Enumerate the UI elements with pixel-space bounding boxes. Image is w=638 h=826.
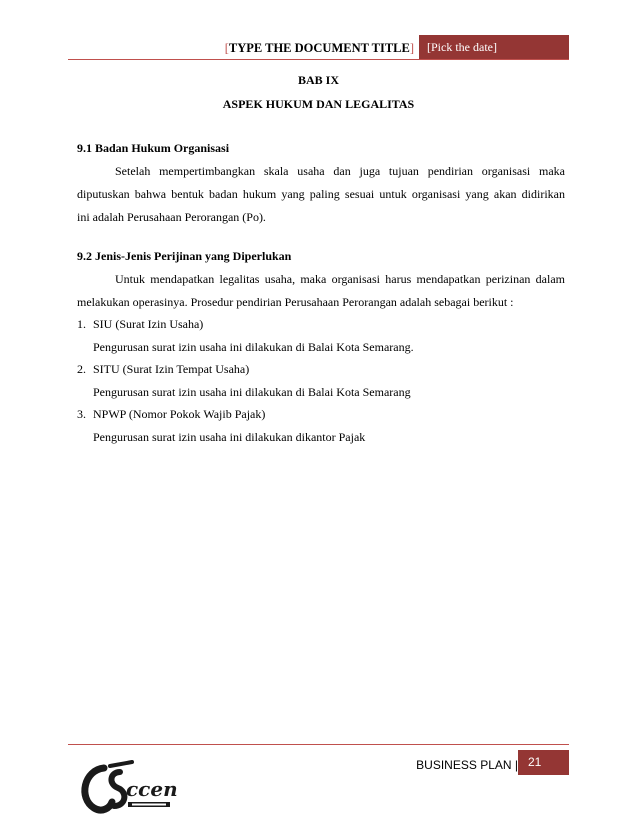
list-item-number: 2. — [77, 362, 86, 376]
list-item-number: 3. — [77, 407, 86, 421]
header-document-title — [160, 41, 414, 56]
paragraph-line: ini adalah Perusahaan Perorangan (Po). — [77, 210, 266, 224]
list-item-desc: Pengurusan surat izin usaha ini dilakukan dikantor Pajak — [93, 430, 366, 444]
bracket-open: [ — [224, 41, 229, 55]
header-date-box[interactable]: [Pick the date] — [419, 35, 569, 60]
header-rule — [68, 59, 569, 60]
list-item-title: NPWP (Nomor Pokok Wajib Pajak) — [93, 407, 266, 421]
chapter-number: BAB IX — [297, 73, 339, 87]
list-item-number: 1. — [77, 317, 86, 331]
list-item-title: SITU (Surat Izin Tempat Usaha) — [93, 362, 250, 376]
paragraph-line: Untuk mendapatkan legalitas usaha, maka organisasi harus mendapatkan perizinan dalam — [115, 272, 565, 286]
section-heading-9-1: 9.1 Badan Hukum Organisasi — [77, 141, 230, 155]
logo-text: ccen — [126, 777, 178, 801]
header-title-text: TYPE THE DOCUMENT TITLE — [228, 41, 410, 55]
chapter-title: ASPEK HUKUM DAN LEGALITAS — [222, 97, 415, 111]
company-logo — [74, 758, 178, 820]
paragraph-line: Setelah mempertimbangkan skala usaha dan juga tujuan pendirian organisasi maka — [115, 164, 565, 178]
section-heading-9-2: 9.2 Jenis-Jenis Perijinan yang Diperlukan — [77, 249, 292, 263]
bracket-close: ] — [409, 41, 414, 55]
paragraph-line: melakukan operasinya. Prosedur pendirian Perusahaan Perorangan adalah sebagai berikut : — [77, 295, 514, 309]
list-item-title: SIU (Surat Izin Usaha) — [93, 317, 204, 331]
footer-rule — [68, 744, 569, 745]
list-item-desc: Pengurusan surat izin usaha ini dilakukan di Balai Kota Semarang. — [93, 340, 414, 354]
footer-label: BUSINESS PLAN | — [416, 758, 518, 772]
page-number: 21 — [518, 750, 569, 775]
paragraph-line: diputuskan bahwa bentuk badan hukum yang paling sesuai untuk organisasi yang akan didirikan — [77, 187, 565, 201]
list-item-desc: Pengurusan surat izin usaha ini dilakukan di Balai Kota Semarang — [93, 385, 411, 399]
